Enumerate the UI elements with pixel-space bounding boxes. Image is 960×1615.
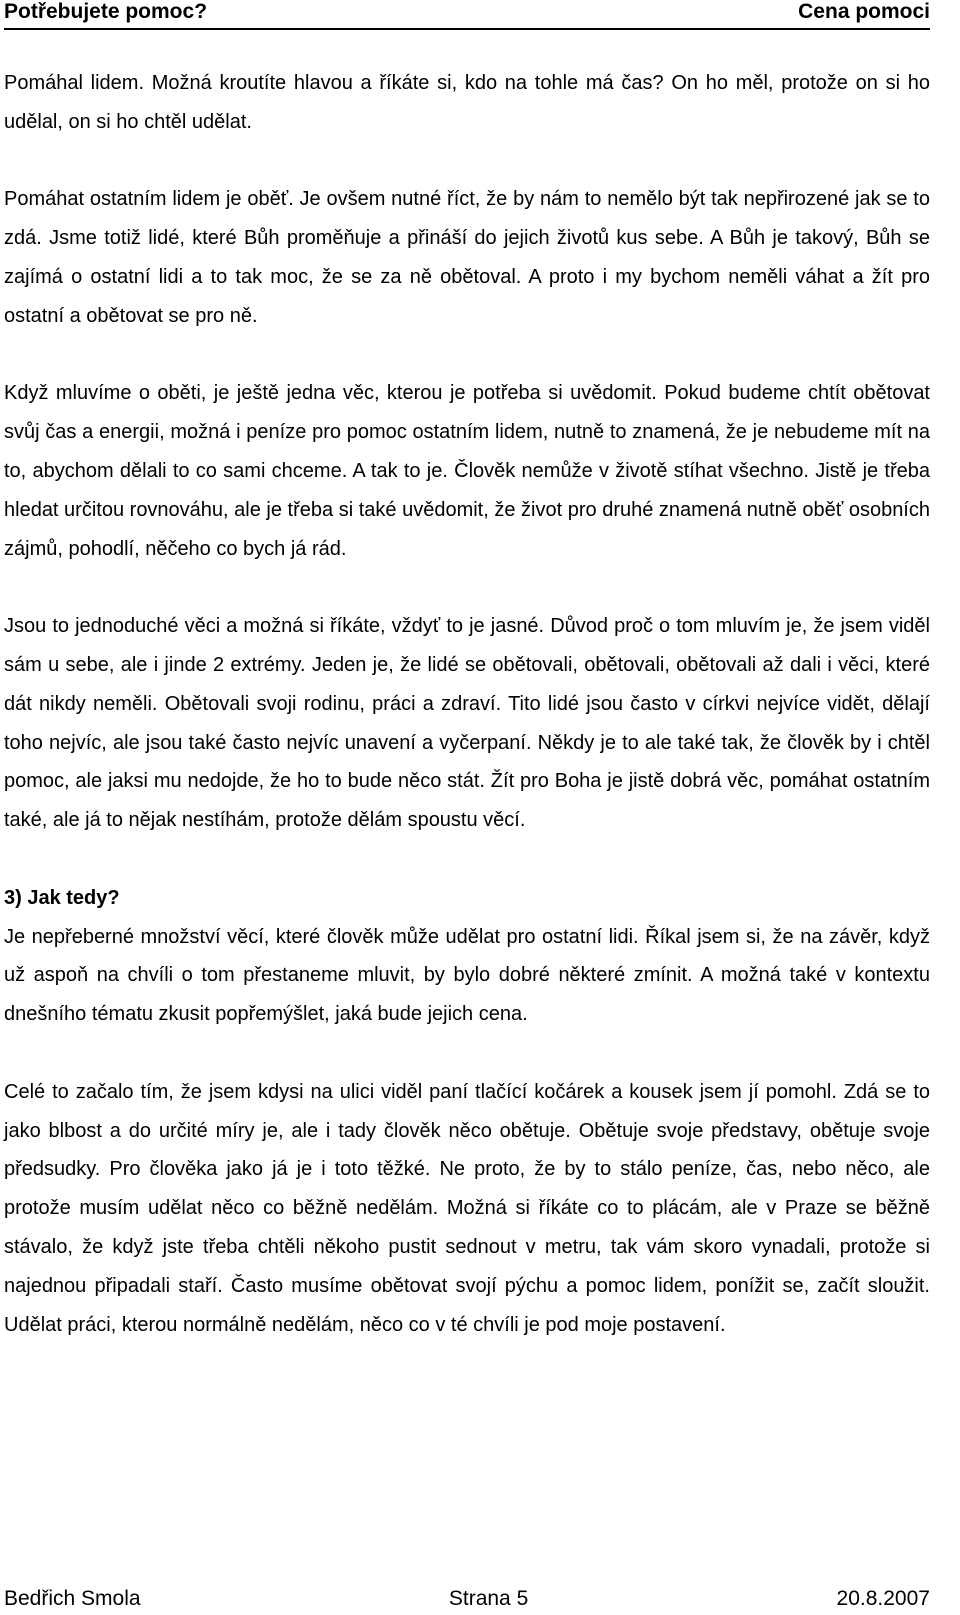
- section-heading: 3) Jak tedy?: [4, 886, 120, 909]
- paragraph: Pomáhal lidem. Možná kroutíte hlavou a říkáte si, kdo na tohle má čas? On ho měl, protože on si ho udělal, on si ho chtěl udělat.: [4, 72, 930, 133]
- paragraph: Je nepřeberné množství věcí, které člověk může udělat pro ostatní lidi. Říkal jsem si, že na závěr, když už aspoň na chvíli o tom přestaneme mluvit, by bylo dobré některé zmínit. A možná také v kontextu dnešního tématu zkusit popřemýšlet, jaká bude jejich cena.: [4, 925, 930, 1026]
- paragraph: Jsou to jednoduché věci a možná si říkáte, vždyť to je jasné. Důvod proč o tom mluvím je, že jsem viděl sám u sebe, ale i jinde 2 extrémy. Jeden je, že lidé se obětovali, obětovali, obětovali až dali i věci, které dát nikdy neměli. Obětovali svoji rodinu, práci a zdraví. Tito lidé jsou často v církvi nejvíce vidět, dělají toho nejvíc, ale jsou také často nejvíc unavení a vyčerpaní. Někdy je to ale také tak, že člověk by i chtěl pomoc, ale jaksi mu nedojde, že ho to bude něco stát. Žít pro Boha je jistě dobrá věc, pomáhat ostatním také, ale já to nějak nestíhám, protože dělám spoustu věcí.: [4, 615, 930, 832]
- footer-date: 20.8.2007: [836, 1587, 930, 1610]
- paragraph: Když mluvíme o oběti, je ještě jedna věc, kterou je potřeba si uvědomit. Pokud budeme chtít obětovat svůj čas a energii, možná i peníze pro pomoc ostatním lidem, nutně to znamená, že je nebudeme mít na to, abychom dělali to co sami chceme. A tak to je. Člověk nemůže v životě stíhat všechno. Jistě je třeba hledat určitou rovnováhu, ale je třeba si také uvědomit, že život pro druhé znamená nutně oběť osobních zájmů, pohodlí, něčeho co bych já rád.: [4, 382, 930, 560]
- footer-author: Bedřich Smola: [4, 1587, 141, 1610]
- document-body: [4, 64, 930, 1344]
- page-header: [4, 0, 930, 30]
- header-title: Potřebujete pomoc?: [4, 0, 208, 23]
- page-footer: [4, 1585, 930, 1615]
- paragraph: Pomáhat ostatním lidem je oběť. Je ovšem nutné říct, že by nám to nemělo být tak nepřirozené jak se to zdá. Jsme totiž lidé, které Bůh proměňuje a přináší do jejich životů kus sebe. A Bůh je takový, Bůh se zajímá o ostatní lidi a to tak moc, že se za ně obětoval. A proto i my bychom neměli váhat a žít pro ostatní a obětovat se pro ně.: [4, 188, 930, 327]
- header-subtitle: Cena pomoci: [798, 0, 930, 23]
- footer-page-number: Strana 5: [448, 1587, 529, 1610]
- paragraph: Celé to začalo tím, že jsem kdysi na ulici viděl paní tlačící kočárek a kousek jsem jí pomohl. Zdá se to jako blbost a do určité míry je, ale i tady člověk něco obětuje. Obětuje svoje představy, obětuje svoje předsudky. Pro člověka jako já je i toto těžké. Ne proto, že by to stálo peníze, čas, nebo něco, ale protože musím udělat něco co běžně nedělám. Možná si říkáte co to plácám, ale v Praze se běžně stávalo, že když jste třeba chtěli někoho pustit sednout v metru, tak vám skoro vynadali, protože si najednou připadali staří. Často musíme obětovat svojí pýchu a pomoc lidem, ponížit se, začít sloužit. Udělat práci, kterou normálně nedělám, něco co v té chvíli je pod moje postavení.: [4, 1080, 930, 1336]
